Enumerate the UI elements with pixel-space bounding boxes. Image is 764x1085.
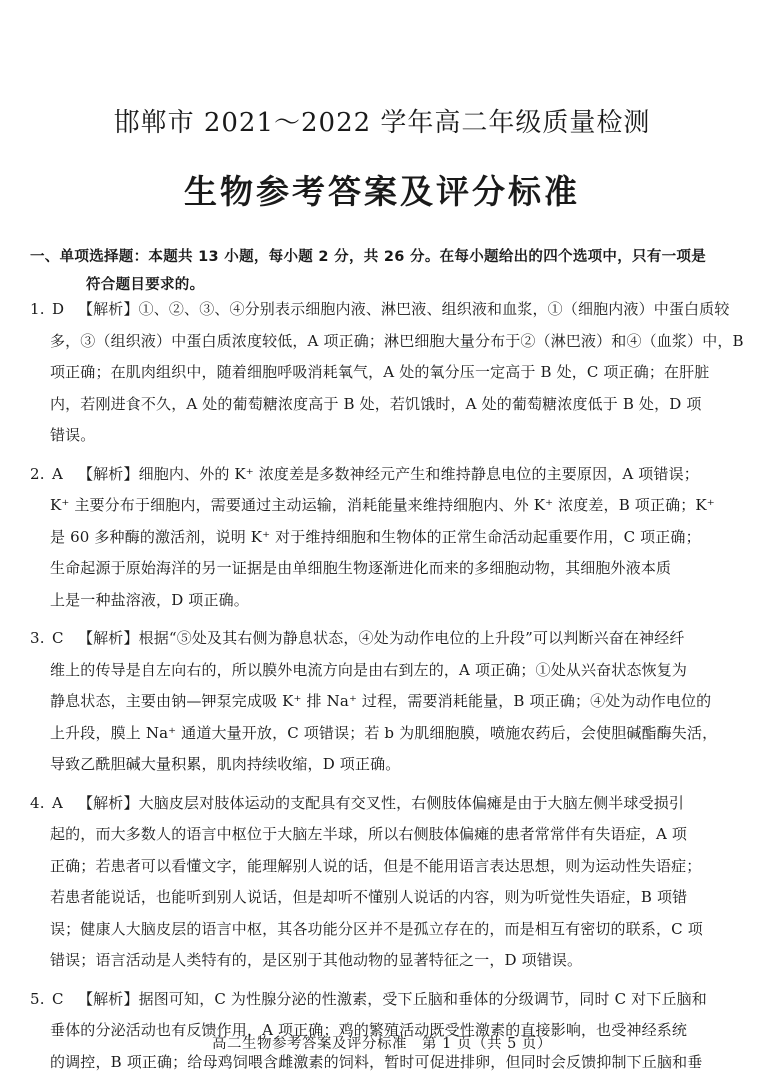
section-heading-line-2: 符合题目要求的。 (86, 277, 205, 293)
analysis-text: 上升段，膜上 Na⁺ 通道大量开放，C 项错误；若 b 为肌细胞膜，喷施农药后，会使胆碱酯酶失活， (50, 723, 718, 742)
analysis-tag: 【解析】 (78, 793, 139, 812)
answer-line (30, 655, 734, 687)
answer-first-line (30, 984, 734, 1016)
answer-choice: D (52, 300, 65, 318)
question-number: 5. (30, 989, 45, 1008)
document-subtitle: 生物参考答案及评分标准 (184, 172, 580, 211)
analysis-text: 根据“⑤处及其右侧为静息状态，④处为动作电位的上升段”可以判断兴奋在神经纤 (138, 629, 685, 647)
analysis-text: 导致乙酰胆碱大量积累，肌肉持续收缩，D 项正确。 (50, 755, 401, 773)
answer-first-line (30, 623, 734, 655)
analysis-text: 维上的传导是自左向右的，所以膜外电流方向是由右到左的，A 项正确；①处从兴奋状态恢复为 (50, 660, 688, 679)
answer-line (30, 819, 734, 851)
answer-line (30, 420, 734, 452)
answer-item (30, 294, 744, 452)
analysis-text: 内，若刚进食不久，A 处的葡萄糖浓度高于 B 处，若饥饿时，A 处的葡萄糖浓度低于 B 处，D 项 (50, 394, 702, 413)
analysis-text: 垂体的分泌活动也有反馈作用，A 项正确；鸡的繁殖活动既受性激素的直接影响，也受神经系统 (50, 1021, 688, 1039)
answer-line (30, 389, 734, 421)
analysis-text: 起的，而大多数人的语言中枢位于大脑左半球，所以右侧肢体偏瘫的患者常常伴有失语症，A 项 (50, 825, 688, 843)
analysis-tag: 【解析】 (78, 629, 139, 647)
answer-line (30, 882, 734, 914)
analysis-text: 多，③（组织液）中蛋白质浓度较低，A 项正确；淋巴细胞大量分布于②（淋巴液）和④（血浆）中，B (50, 331, 744, 350)
answer-first-line (30, 459, 734, 491)
answer-line (30, 553, 734, 585)
answer-line (30, 357, 734, 389)
analysis-text: 错误；语言活动是人类特有的，是区别于其他动物的显著特征之一，D 项错误。 (50, 951, 583, 969)
analysis-tag: 【解析】 (78, 464, 139, 483)
analysis-text: 的调控，B 项正确；给母鸡饲喂含雌激素的饲料，暂时可促进排卵，但同时会反馈抑制下丘脑和垂 (50, 1052, 703, 1071)
answer-line (30, 749, 734, 781)
analysis-text: 正确；若患者可以看懂文字，能理解别人说的话，但是不能用语言表达思想，则为运动性失语症； (50, 856, 702, 875)
analysis-text: 错误。 (50, 426, 96, 444)
answer-item (30, 459, 734, 617)
analysis-text: 误；健康人大脑皮层的语言中枢，其各功能分区并不是孤立存在的，而是相互有密切的联系，C 项 (50, 919, 703, 938)
question-number: 1. (30, 300, 45, 318)
answer-line (30, 585, 734, 617)
analysis-tag: 【解析】 (78, 300, 139, 318)
analysis-text: 若患者能说话，也能听到别人说话，但是却听不懂别人说话的内容，则为听觉性失语症，B 项错 (50, 888, 688, 906)
analysis-text: 细胞内、外的 K⁺ 浓度差是多数神经元产生和维持静息电位的主要原因，A 项错误； (138, 464, 699, 483)
answer-list (30, 294, 744, 1085)
answer-line (30, 686, 734, 718)
answer-choice: A (52, 464, 63, 483)
question-number: 4. (30, 793, 45, 812)
answer-choice: C (52, 989, 64, 1008)
answer-choice: A (52, 793, 63, 812)
analysis-text: 静息状态，主要由钠—钾泵完成吸 K⁺ 排 Na⁺ 过程，需要消耗能量，B 项正确；④处为动作电位的 (50, 692, 712, 710)
answer-item (30, 984, 734, 1079)
answer-line (30, 718, 734, 750)
answer-line (30, 945, 734, 977)
answer-choice: C (52, 629, 64, 647)
analysis-text: 项正确；在肌肉组织中，随着细胞呼吸消耗氧气，A 处的氧分压一定高于 B 处，C 项正确；在肝脏 (50, 363, 710, 381)
answer-first-line (30, 294, 734, 326)
document-title: 邯郸市 2021～2022 学年高二年级质量检测 (113, 108, 651, 138)
page-footer: 高二生物参考答案及评分标准 第 1 页（共 5 页） (212, 1036, 552, 1052)
analysis-text: 据图可知，C 为性腺分泌的性激素，受下丘脑和垂体的分级调节，同时 C 对下丘脑和 (138, 989, 707, 1008)
answer-line (30, 914, 734, 946)
answer-line (30, 490, 734, 522)
answer-item (30, 623, 734, 781)
analysis-text: 大脑皮层对肢体运动的支配具有交叉性，右侧肢体偏瘫是由于大脑左侧半球受损引 (138, 793, 685, 812)
analysis-text: 生命起源于原始海洋的另一证据是由单细胞生物逐渐进化而来的多细胞动物，其细胞外液本质 (50, 559, 672, 577)
analysis-text: ①、②、③、④分别表示细胞内液、淋巴液、组织液和血浆，①（细胞内液）中蛋白质较 (138, 300, 730, 318)
question-number: 3. (30, 629, 45, 647)
analysis-text: 是 60 多种酶的激活剂，说明 K⁺ 对于维持细胞和生物体的正常生命活动起重要作用，C 项正确； (50, 527, 701, 546)
answer-line (30, 851, 734, 883)
analysis-text: 上是一种盐溶液，D 项正确。 (50, 590, 249, 609)
answer-line (30, 522, 734, 554)
analysis-text: K⁺ 主要分布于细胞内，需要通过主动运输，消耗能量来维持细胞内、外 K⁺ 浓度差，B 项正确；K⁺ (50, 496, 715, 514)
section-heading (30, 243, 734, 299)
analysis-tag: 【解析】 (78, 989, 139, 1008)
question-number: 2. (30, 464, 45, 483)
section-heading-line-1: 一、单项选择题：本题共 13 小题，每小题 2 分，共 26 分。在每小题给出的四个选项中，只有一项是 (30, 249, 707, 265)
answer-item (30, 788, 734, 977)
answer-first-line (30, 788, 734, 820)
answer-line (30, 326, 744, 358)
